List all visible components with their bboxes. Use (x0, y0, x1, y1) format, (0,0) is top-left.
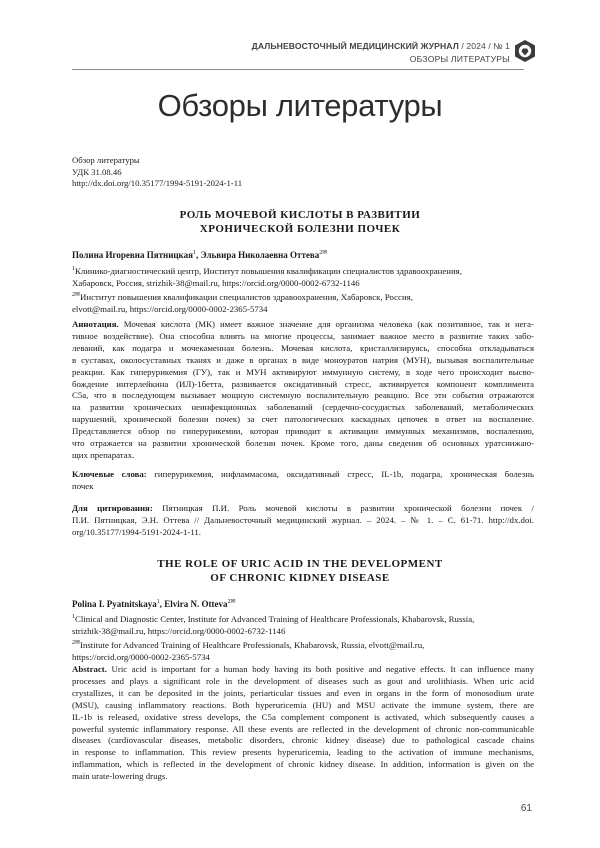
title-ru-line: ХРОНИЧЕСКОЙ БОЛЕЗНИ ПОЧЕК (199, 223, 401, 235)
affiliations-ru (72, 263, 534, 315)
abstract-line (72, 664, 534, 676)
keywords-line: почек (72, 480, 94, 491)
aff-sup: 2✉ (72, 639, 81, 646)
citation-label: Для цитирования: (72, 503, 153, 513)
author-sup: 1 (156, 599, 160, 605)
author-name: Эльвира Николаевна Оттева (200, 250, 320, 260)
aff-text: Institute for Advanced Training of Healthcare Professionals, Khabarovsk, Russia, elvott@mail.ru, (80, 639, 425, 650)
author-separator: , (195, 250, 201, 260)
abstract-line: (MSU), causing inflammatory reactions. Both hyperuricemia (HU) and MSU activate the immune system, there are (72, 699, 534, 710)
authors-ru (72, 247, 532, 261)
aff-sup: 1 (72, 614, 75, 620)
abstract-text: Uric acid is important for a human body having its both positive and negative effects. It can influence many (106, 664, 534, 674)
abstract-line: Представляется обзор по гиперурикемии, которая приводит к активации иммунных механизмов, воспалению, (72, 426, 534, 437)
citation-ru (72, 503, 534, 539)
aff-text: Клинико-диагностический центр, Институт повышения квалификации специалистов здравоохранения, (75, 265, 462, 276)
abstract-label: Abstract. (72, 664, 107, 674)
abstract-line: нарушений, хронической болезни почек) за счет патологических каскадных цепочек в ответ на воспаление. (72, 414, 534, 425)
abstract-line: powerful systemic inflammatory response. All these events are reflected in the development of chronic non-communicable (72, 723, 534, 734)
abstract-line: main urate-lowering drugs. (72, 771, 168, 782)
aff-text: Институт повышения квалификации специалистов здравоохранения, Хабаровск, Россия, (80, 291, 413, 302)
author-sup: 2✉ (319, 250, 328, 256)
keywords-text: гиперурикемия, инфламмасома, оксидативный стресс, IL-1b, подагра, хроническая болезнь (146, 469, 535, 479)
citation-line: П.И. Пятницкая, Э.Н. Оттева // Дальневосточный медицинский журнал. – 2024. – № 1. – С. 61-71. http://dx.doi. (72, 514, 534, 525)
abstract-line (72, 319, 534, 331)
abstract-line: crystallizes, it can be deposited in the joints, periarticular tissues and even in organs in the form of monosodium urate (72, 687, 534, 698)
section-title: Обзоры литературы (157, 88, 443, 123)
affiliation-cont: strizhik-38@mail.ru, https://orcid.org/0000-0002-6732-1146 (72, 625, 286, 636)
author-name: Polina I. Pyatnitskaya (72, 599, 157, 609)
abstract-line: С5а, что в последующем вызывает мощную системную воспалительную реакцию. Все эти события отражаются (72, 390, 534, 401)
author-sup: 2✉ (227, 599, 236, 605)
abstract-line: что отражается на развитии хронической болезни почек. Кроме того, даны сведения об основных уратснижаю- (72, 438, 534, 449)
abstract-line: на развитии хронических неинфекционных заболеваний (сердечно-сосудистых заболеваний, метаболических (72, 402, 534, 413)
keywords-label: Ключевые слова: (72, 469, 147, 479)
abstract-line: IL-1b is released, oxidative stress develops, the C5a complement component is activated, which subsequently causes a (72, 711, 534, 722)
affiliation (72, 637, 534, 651)
article-title-ru (0, 208, 600, 236)
article-type: Обзор литературы (72, 155, 140, 165)
author-name: Полина Игоревна Пятницкая (72, 250, 193, 260)
header-section: ОБЗОРЫ ЛИТЕРАТУРЫ (409, 54, 510, 64)
abstract-line: diseases (cardiovascular diseases, metabolic disorders, chronic kidney disease) due to pathological cascade chains (72, 735, 534, 746)
journal-name: ДАЛЬНЕВОСТОЧНЫЙ МЕДИЦИНСКИЙ ЖУРНАЛ (251, 41, 459, 51)
affiliation-cont: https://orcid.org/0000-0002-2365-5734 (72, 651, 210, 662)
aff-sup: 1 (72, 266, 75, 272)
abstract-line: в суставах, околосуставных тканях и даже в органах в виде моноуратов натрия (МУН), вызывая воспалительные (72, 354, 534, 365)
affiliation (72, 289, 534, 303)
running-header (252, 40, 510, 66)
doi-link[interactable]: http://dx.doi.org/10.35177/1994-5191-2024-1-11 (72, 178, 243, 188)
abstract-line: inflammation, which is reflected in the development of chronic kidney disease. In addition, information is given on the (72, 759, 534, 770)
abstract-line: бождение интерлейкина (ИЛ)-1бетта, развивается оксидативный стресс, активируется компонент комплимента (72, 378, 534, 389)
affiliation (72, 611, 534, 625)
author-separator: , (159, 599, 165, 609)
affiliations-en (72, 611, 534, 663)
page-number: 61 (520, 803, 532, 814)
citation-line (72, 503, 534, 515)
abstract-ru (72, 319, 534, 462)
keywords-ru (72, 469, 534, 493)
journal-issue: / 2024 / № 1 (458, 41, 510, 51)
affiliation (72, 263, 534, 277)
title-en-line: OF CHRONIC KIDNEY DISEASE (210, 572, 390, 584)
abstract-en (72, 664, 534, 783)
udk: УДК 31.08.46 (72, 166, 122, 177)
abstract-line: щих препаратах. (72, 449, 135, 460)
citation-text: Пятницкая П.И. Роль мочевой кислоты в развитии хронической болезни почек / (152, 503, 534, 513)
abstract-label: Аннотация. (72, 319, 119, 329)
abstract-line: processes and plays a significant role in the development of diseases such as gout and urolithiasis. When uric acid (72, 675, 534, 686)
abstract-line: реакции. Как гиперурикемия (ГУ), так и МУН активируют иммунную систему, в ходе чего происходит высво- (72, 366, 534, 377)
authors-en (72, 596, 532, 610)
affiliation-cont: Хабаровск, Россия, strizhik-38@mail.ru, https://orcid.org/0000-0002-6732-1146 (72, 277, 360, 288)
affiliation-cont: elvott@mail.ru, https://orcid.org/0000-0002-2365-5734 (72, 303, 268, 314)
abstract-line: леваний, как подагра и мочекаменная болезнь. Мочевая кислота, кристаллизируясь, способна откладываться (72, 342, 534, 353)
aff-text: Clinical and Diagnostic Center, Institute for Advanced Training of Healthcare Professionals, Khabarovsk, Russia, (75, 613, 475, 624)
article-title-en (0, 557, 600, 585)
keywords-line (72, 469, 534, 481)
abstract-line: тивное воздействие). Она способна влиять на многие процессы, занимает важное место в развитие таких забо- (72, 330, 534, 341)
article-meta (72, 155, 242, 190)
header-divider (72, 69, 524, 70)
author-name: Elvira N. Otteva (164, 599, 228, 609)
abstract-line: in response to inflammation. This review presents hyperuricemia, leading to the activation of immune mechanisms, (72, 747, 534, 758)
title-ru-line: РОЛЬ МОЧЕВОЙ КИСЛОТЫ В РАЗВИТИИ (179, 209, 421, 221)
title-en-line: THE ROLE OF URIC ACID IN THE DEVELOPMENT (157, 558, 443, 570)
journal-logo-icon (513, 39, 537, 63)
citation-line: org/10.35177/1994-5191-2024-1-11. (72, 526, 202, 537)
author-sup: 1 (192, 250, 196, 256)
abstract-text: Мочевая кислота (МК) имеет важное значение для организма человека (как позитивное, так и нега- (118, 319, 534, 329)
aff-sup: 2✉ (72, 291, 81, 298)
